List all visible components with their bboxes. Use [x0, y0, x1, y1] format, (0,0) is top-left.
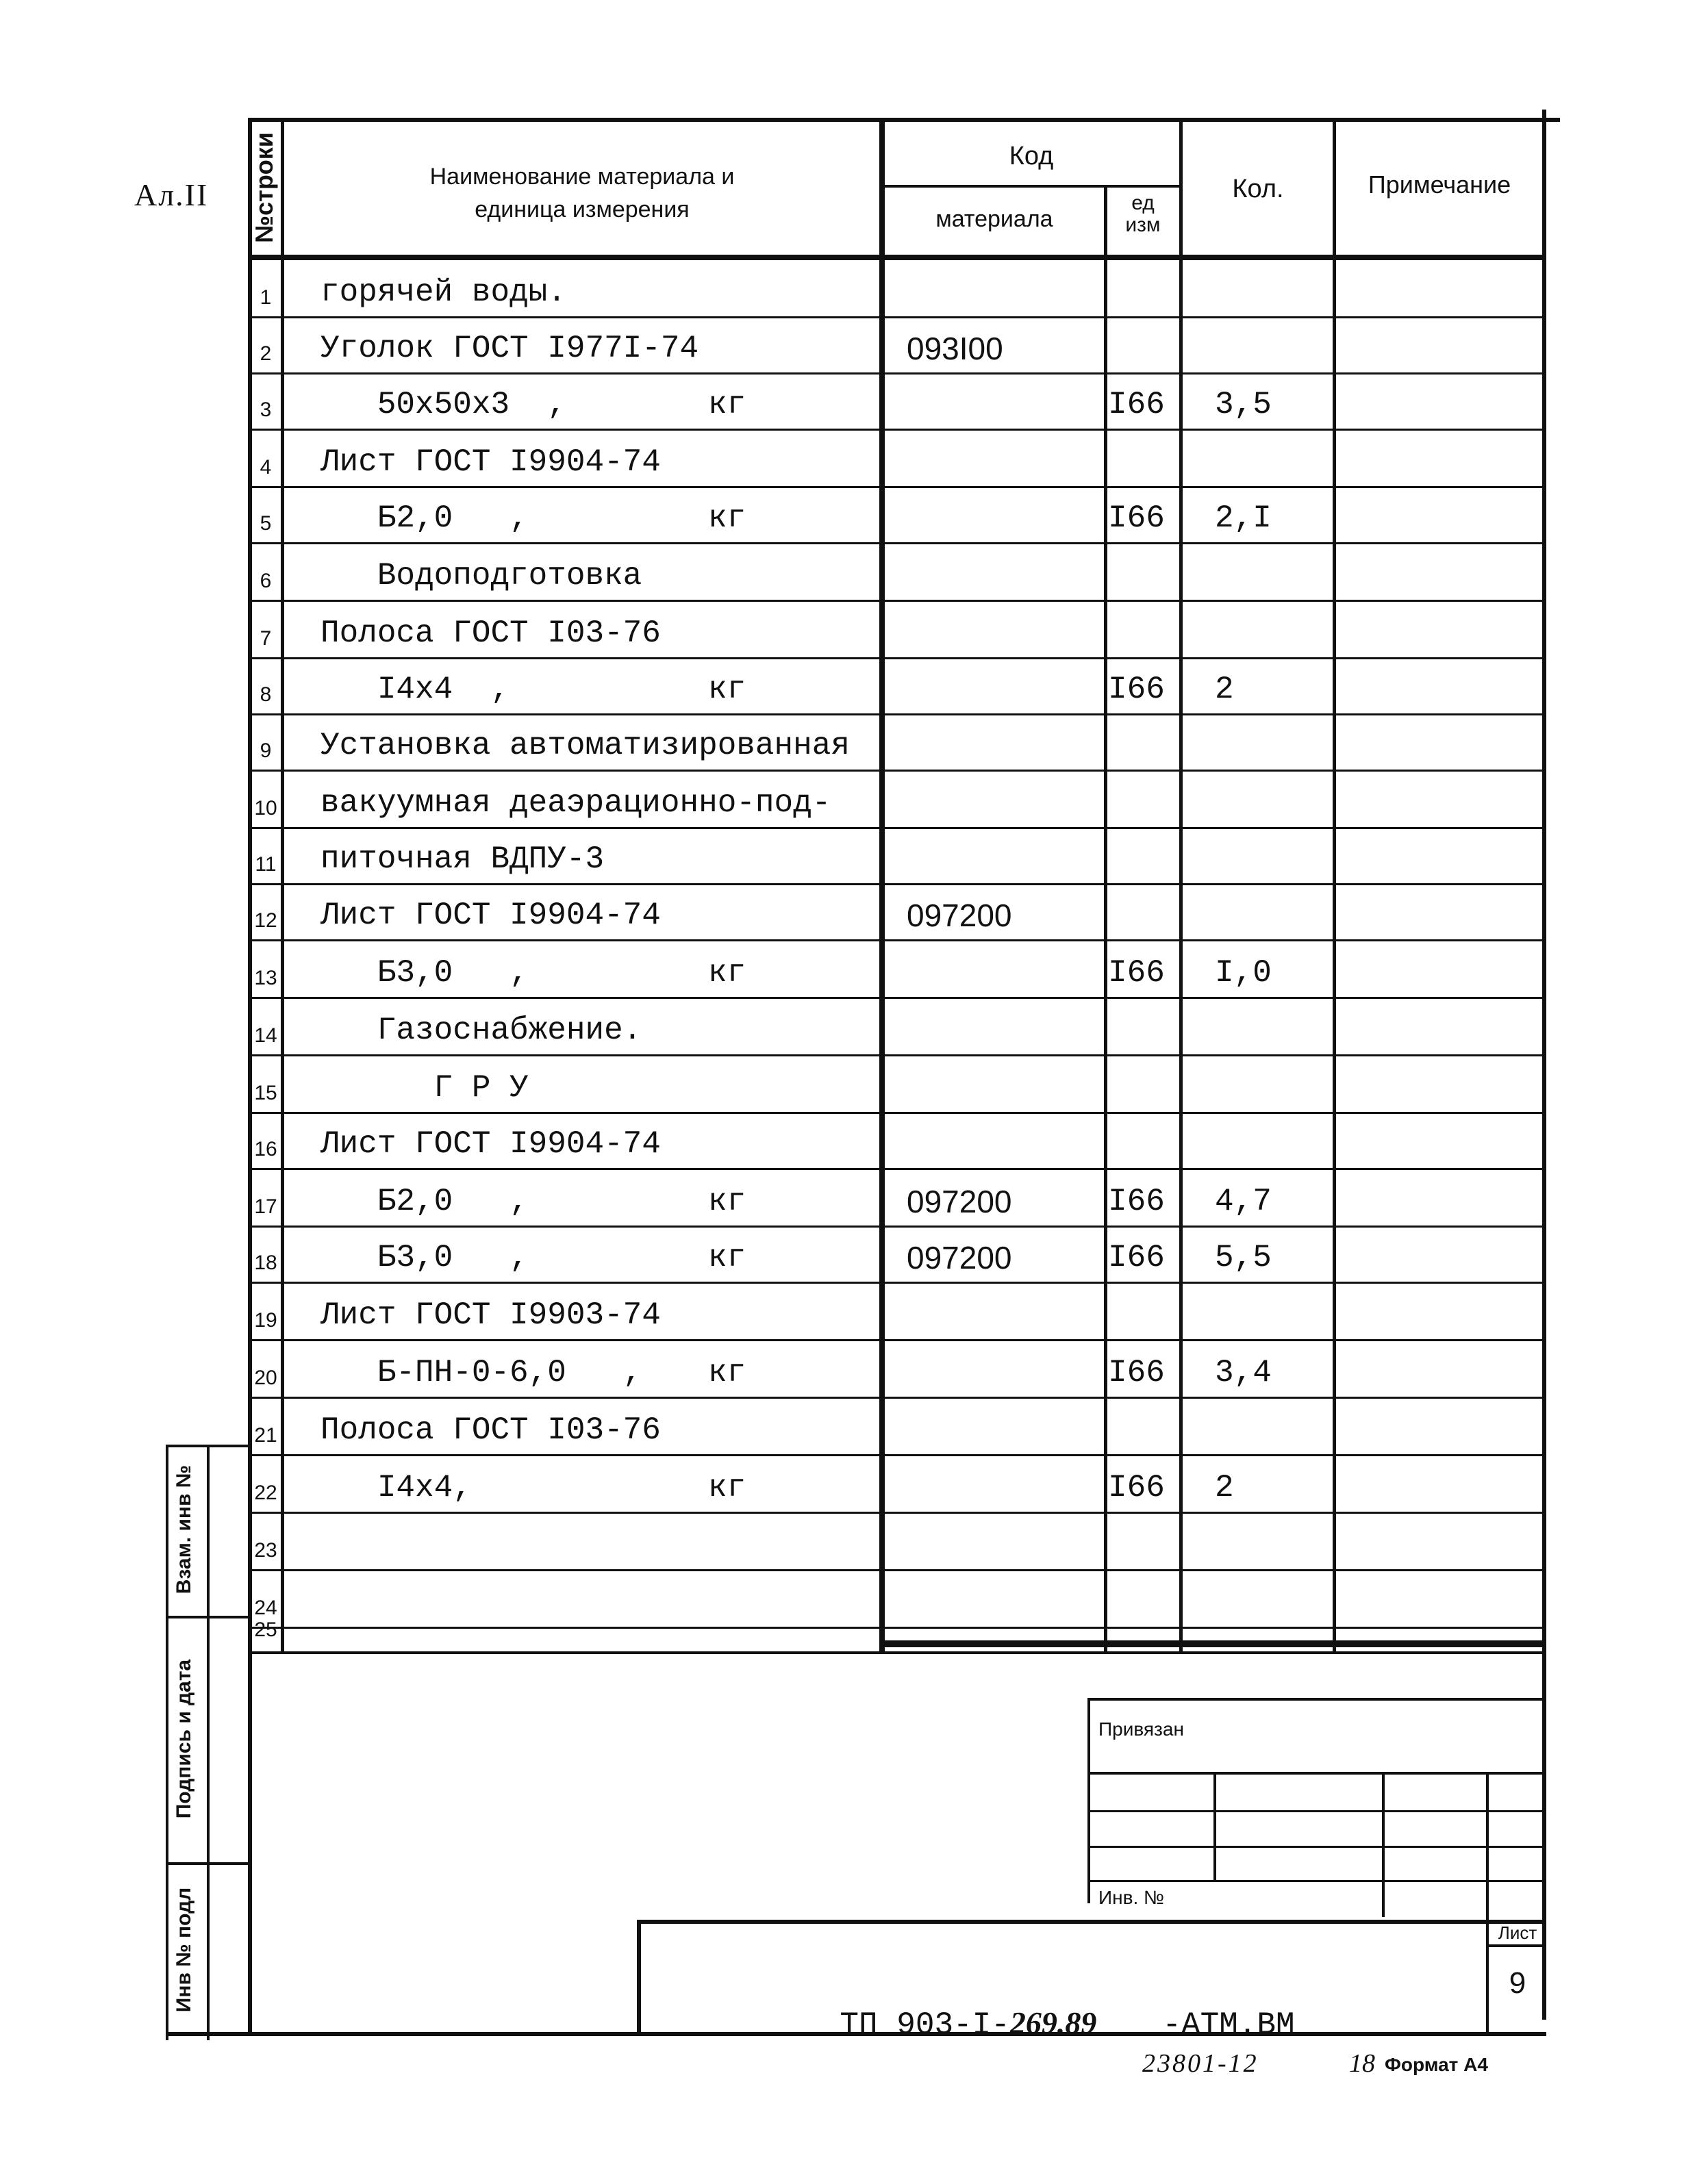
tb-v2 — [1382, 1772, 1385, 1917]
row-separator — [251, 1454, 1545, 1456]
header-note: Примечание — [1368, 170, 1511, 199]
tb-privyazan: Привязан — [1098, 1718, 1184, 1740]
row-unit: I66 — [1108, 1355, 1165, 1391]
row-number: 19 — [254, 1309, 277, 1332]
footer-format: Формат А4 — [1385, 2054, 1488, 2075]
row-number: 14 — [254, 1024, 277, 1047]
row-separator — [251, 657, 1545, 659]
row-separator — [251, 542, 1545, 544]
doc-code-handwritten: 269.89 — [1009, 2005, 1097, 2040]
row-name: I4х4, — [320, 1470, 472, 1506]
tb-sheet-number: 9 — [1509, 1966, 1526, 2000]
tb-main-left — [637, 1920, 641, 2033]
header-row-number: №строки — [250, 132, 278, 243]
side-strip-inner — [207, 1445, 210, 2040]
row-unit: I66 — [1108, 672, 1165, 707]
row-unit: I66 — [1108, 387, 1165, 422]
sheet-label: Ал.II — [134, 177, 209, 212]
tb-inv-no: Инв. № — [1098, 1887, 1165, 1908]
row-name: горячей воды. — [320, 275, 566, 310]
row-qty: 2,I — [1215, 500, 1272, 536]
grid-bottom-border — [879, 1640, 1545, 1647]
row-name: Полоса ГОСТ I03-76 — [320, 1412, 661, 1448]
header-code-unit-1: ед — [1131, 192, 1155, 214]
row-uom: кг — [708, 1470, 746, 1506]
row-separator — [251, 486, 1545, 488]
row-qty: 3,5 — [1215, 387, 1272, 422]
row-separator — [251, 997, 1545, 999]
row-separator — [251, 770, 1545, 772]
row-name: Лист ГОСТ I9904-74 — [320, 898, 661, 933]
row-number: 3 — [260, 398, 272, 421]
row-name: вакуумная деаэрационно-под- — [320, 785, 831, 821]
row-number: 12 — [254, 909, 277, 932]
side-strip-div1 — [166, 1616, 251, 1618]
row-code: 093I00 — [907, 331, 1003, 366]
row-name: Полоса ГОСТ I03-76 — [320, 615, 661, 651]
table-right-border — [1542, 110, 1546, 2020]
tb-line3 — [1087, 1846, 1546, 1848]
row-separator — [251, 1226, 1545, 1228]
row-name: Б3,0 , — [320, 955, 529, 991]
header-code-group: Код — [1009, 142, 1054, 170]
header-code-material: материала — [935, 206, 1053, 232]
row-number: 1 — [260, 286, 272, 309]
row-uom: кг — [708, 500, 746, 536]
row-number: 15 — [254, 1082, 277, 1104]
stamp-inv-podl: Инв № подл — [173, 1887, 195, 2013]
row-number: 4 — [260, 456, 272, 479]
row-separator — [251, 939, 1545, 941]
row-qty: 3,4 — [1215, 1355, 1272, 1391]
row-name: Лист ГОСТ I9904-74 — [320, 444, 661, 480]
row-separator — [251, 883, 1545, 885]
row-name: Б2,0 , — [320, 1184, 529, 1219]
row-uom: кг — [708, 672, 746, 707]
row-number: 2 — [260, 342, 272, 365]
footer-sheet-count: 18 — [1349, 2049, 1375, 2078]
row-name: 50х50х3 , — [320, 387, 566, 422]
row-number: 6 — [260, 570, 272, 592]
row-number: 9 — [260, 739, 272, 762]
row-separator — [251, 372, 1545, 374]
row-code: 097200 — [907, 898, 1012, 933]
header-bottom-border — [248, 255, 1546, 260]
row-uom: кг — [708, 955, 746, 991]
row-name: Уголок ГОСТ I977I-74 — [320, 331, 699, 366]
side-strip-outer — [166, 1445, 168, 2040]
header-code-unit-2: изм — [1125, 214, 1161, 236]
row-uom: кг — [708, 1355, 746, 1391]
tb-line1 — [1087, 1772, 1546, 1775]
row-number: 21 — [254, 1424, 277, 1447]
row-name: Газоснабжение. — [320, 1013, 642, 1048]
row-uom: кг — [708, 1184, 746, 1219]
row-separator — [251, 600, 1545, 602]
table-end-line — [248, 1651, 1546, 1654]
tb-sheet-label: Лист — [1498, 1922, 1537, 1943]
header-name-line2: единица измерения — [475, 196, 690, 223]
row-unit: I66 — [1108, 955, 1165, 991]
tb-sheet-split — [1486, 1944, 1546, 1947]
row-separator — [251, 1397, 1545, 1399]
row-separator — [251, 1112, 1545, 1114]
row-number: 16 — [254, 1138, 277, 1160]
row-number: 22 — [254, 1482, 277, 1504]
row-separator — [251, 713, 1545, 715]
row-name: Б3,0 , — [320, 1240, 529, 1275]
row-number: 13 — [254, 967, 277, 989]
table-top-border — [248, 118, 1560, 122]
row-separator — [251, 316, 1545, 318]
tb-line4 — [1087, 1880, 1546, 1882]
row-qty: 2 — [1215, 1470, 1234, 1506]
stamp-vzam-inv: Взам. инв № — [173, 1464, 195, 1595]
row-unit: I66 — [1108, 1470, 1165, 1506]
row-number: 7 — [260, 627, 272, 650]
row-separator — [251, 429, 1545, 431]
row-name: Лист ГОСТ I9904-74 — [320, 1126, 661, 1162]
tb-line2 — [1087, 1810, 1546, 1812]
tb-top — [1087, 1698, 1546, 1701]
col-line-code — [1104, 186, 1107, 1651]
row-separator — [251, 1569, 1545, 1571]
row-qty: 4,7 — [1215, 1184, 1272, 1219]
row-number: 17 — [254, 1195, 277, 1218]
row-qty: 5,5 — [1215, 1240, 1272, 1275]
tb-v3 — [1486, 1772, 1489, 2032]
row-separator — [251, 827, 1545, 829]
header-name-line1: Наименование материала и — [429, 164, 735, 190]
tb-left — [1087, 1698, 1090, 1903]
row-name: Б2,0 , — [320, 500, 529, 536]
row-qty: I,0 — [1215, 955, 1272, 991]
row-code: 097200 — [907, 1240, 1012, 1275]
tb-main-top — [637, 1920, 1546, 1924]
row-uom: кг — [708, 387, 746, 422]
row-number: 8 — [260, 683, 272, 706]
row-separator — [251, 1282, 1545, 1284]
code-group-split — [879, 185, 1181, 188]
row-number: 20 — [254, 1367, 277, 1389]
row-number: 11 — [255, 853, 277, 876]
row-name: Водоподготовка — [320, 558, 642, 594]
row-name: питочная ВДПУ-3 — [320, 841, 605, 877]
row-name: I4х4 , — [320, 672, 510, 707]
row-uom: кг — [708, 1240, 746, 1275]
row-name: Б-ПН-0-6,0 , — [320, 1355, 642, 1391]
row-qty: 2 — [1215, 672, 1234, 707]
stamp-podpis-data: Подпись и дата — [173, 1659, 195, 1819]
row-separator — [251, 1054, 1545, 1056]
doc-code-suffix: -АТМ.ВМ — [1162, 2007, 1295, 2043]
row-code: 097200 — [907, 1184, 1012, 1219]
row-unit: I66 — [1108, 1240, 1165, 1275]
row-number: 18 — [254, 1252, 277, 1274]
tb-v1 — [1213, 1772, 1216, 1881]
row-separator — [251, 1168, 1545, 1170]
row-separator — [251, 1627, 1545, 1629]
row-number: 5 — [260, 512, 272, 535]
footer-archive-number: 23801-12 — [1142, 2049, 1259, 2078]
row-name: Г Р У — [320, 1070, 529, 1106]
row-separator — [251, 1512, 1545, 1514]
row-number: 24 — [254, 1597, 277, 1619]
row-number: 10 — [254, 797, 277, 820]
row-number: 23 — [254, 1539, 277, 1562]
row-name: Установка автоматизированная — [320, 728, 850, 763]
row-unit: I66 — [1108, 500, 1165, 536]
doc-code-prefix: ТП 903-I- — [840, 2007, 1010, 2043]
row-separator — [251, 1339, 1545, 1341]
row-unit: I66 — [1108, 1184, 1165, 1219]
row-name: Лист ГОСТ I9903-74 — [320, 1297, 661, 1333]
row-number: 25 — [254, 1618, 277, 1641]
header-qty: Кол. — [1232, 175, 1284, 203]
